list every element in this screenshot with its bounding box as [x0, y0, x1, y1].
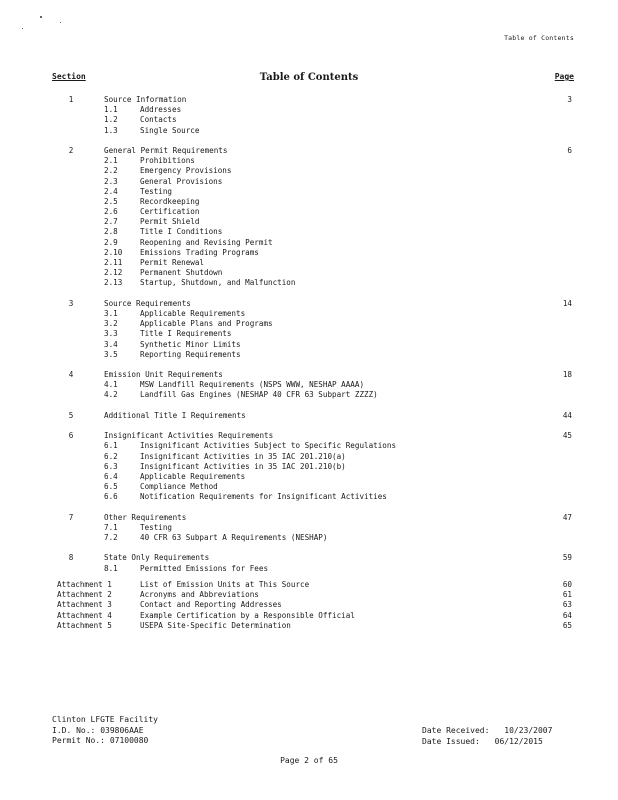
subsection-title: Applicable Requirements: [140, 471, 246, 481]
toc-section: [0, 95, 618, 136]
permit-number-label: Permit No.:: [52, 736, 105, 745]
footer-dates-block: [422, 726, 552, 747]
date-received-label: Date Received:: [422, 726, 490, 735]
subsection-title: Testing: [140, 522, 173, 532]
page-number: Page 2 of 65: [280, 756, 338, 765]
attachment-label: Attachment 4: [57, 610, 112, 620]
toc-section-line: [0, 553, 618, 563]
section-number: 6: [68, 431, 74, 441]
subsection-number: 7.2: [104, 533, 118, 543]
section-page: 18: [562, 370, 572, 380]
date-issued-label: Date Issued:: [422, 736, 480, 746]
attachment-page: 60: [562, 580, 572, 589]
facility-id-value: 039806AAE: [100, 725, 144, 735]
subsection-title: Insignificant Activities in 35 IAC 201.210(b): [140, 461, 346, 471]
toc-subsection-line: [0, 472, 618, 482]
toc-subsection-line: [0, 248, 618, 258]
subsection-title: Startup, Shutdown, and Malfunction: [140, 278, 296, 288]
subsection-title: Insignificant Activities Subject to Specific Regulations: [140, 441, 397, 451]
section-column-header: Section: [52, 72, 86, 81]
attachment-label: Attachment 5: [57, 620, 112, 630]
subsection-title: Addresses: [140, 105, 182, 115]
toc-subsection-line: [0, 207, 618, 217]
attachment-label: Attachment 2: [57, 590, 112, 600]
subsection-number: 2.9: [104, 237, 118, 247]
toc-subsection-line: [0, 380, 618, 390]
toc-subsection-line: [0, 533, 618, 543]
subsection-number: 4.1: [104, 380, 118, 390]
toc-subsection-line: [0, 492, 618, 502]
subsection-number: 3.5: [104, 349, 118, 359]
section-title: Insignificant Activities Requirements: [104, 431, 274, 441]
subsection-title: General Provisions: [140, 176, 223, 186]
running-head: Table of Contents: [504, 34, 574, 42]
subsection-title: Notification Requirements for Insignificant Activities: [140, 492, 387, 502]
section-page: 6: [567, 145, 572, 155]
section-title: Additional Title I Requirements: [104, 410, 246, 420]
subsection-title: Compliance Method: [140, 482, 218, 492]
scan-speck: [60, 22, 61, 23]
attachment-line: [0, 611, 618, 621]
toc-subsection-line: [0, 452, 618, 462]
attachment-title: Contact and Reporting Addresses: [140, 600, 282, 610]
subsection-number: 2.11: [104, 258, 123, 267]
page-title: Table of Contents: [259, 72, 359, 83]
toc-section-line: [0, 370, 618, 380]
attachment-line: [0, 580, 618, 590]
subsection-title: Single Source: [140, 125, 200, 135]
subsection-number: 2.8: [104, 227, 118, 237]
attachment-page: 64: [562, 610, 572, 620]
toc-subsection-line: [0, 217, 618, 227]
subsection-number: 3.4: [104, 339, 118, 349]
attachment-page: 61: [562, 590, 572, 600]
subsection-number: 2.4: [104, 186, 118, 196]
toc-subsection-line: [0, 187, 618, 197]
toc-list: [0, 95, 618, 584]
toc-section: [0, 513, 618, 544]
subsection-number: 2.13: [104, 278, 123, 288]
section-page: 59: [562, 553, 572, 563]
permit-number-value: 07100080: [109, 736, 149, 745]
attachment-list: [0, 580, 618, 631]
attachment-page: 63: [562, 600, 572, 610]
attachment-label: Attachment 3: [57, 600, 112, 610]
attachment-line: [0, 590, 618, 600]
toc-subsection-line: [0, 482, 618, 492]
subsection-number: 3.1: [104, 308, 118, 318]
toc-subsection-line: [0, 523, 618, 533]
toc-section-line: [0, 411, 618, 421]
toc-subsection-line: [0, 329, 618, 339]
toc-section: [0, 411, 618, 421]
toc-subsection-line: [0, 350, 618, 360]
toc-section-line: [0, 299, 618, 309]
subsection-title: MSW Landfill Requirements (NSPS WWW, NESHAP AAAA): [140, 380, 365, 390]
attachment-title: Example Certification by a Responsible Official: [140, 610, 355, 620]
subsection-number: 7.1: [104, 522, 118, 532]
subsection-title: Permitted Emissions for Fees: [140, 563, 269, 573]
subsection-title: 40 CFR 63 Subpart A Requirements (NESHAP): [140, 533, 328, 543]
toc-subsection-line: [0, 340, 618, 350]
toc-subsection-line: [0, 177, 618, 187]
section-number: 4: [68, 370, 74, 380]
subsection-number: 2.1: [104, 156, 118, 166]
subsection-number: 3.2: [104, 319, 118, 329]
toc-subsection-line: [0, 390, 618, 400]
subsection-title: Recordkeeping: [140, 196, 200, 206]
subsection-number: 1.2: [104, 115, 118, 125]
section-number: 5: [68, 410, 74, 420]
attachment-title: List of Emission Units at This Source: [140, 580, 310, 589]
date-issued-value: 06/12/2015: [494, 736, 543, 746]
section-number: 3: [68, 298, 74, 308]
facility-name: Clinton LFGTE Facility: [52, 715, 158, 724]
subsection-title: Permit Shield: [140, 217, 200, 227]
toc-subsection-line: [0, 166, 618, 176]
subsection-title: Permit Renewal: [140, 258, 205, 267]
subsection-number: 2.5: [104, 196, 118, 206]
scan-speck: [22, 28, 23, 29]
date-received-line: [422, 726, 552, 737]
section-page: 3: [567, 95, 572, 104]
toc-section: [0, 553, 618, 573]
toc-subsection-line: [0, 564, 618, 574]
subsection-number: 6.1: [104, 441, 118, 451]
toc-section-line: [0, 95, 618, 105]
toc-subsection-line: [0, 238, 618, 248]
subsection-number: 2.7: [104, 217, 118, 227]
toc-subsection-line: [0, 441, 618, 451]
subsection-title: Prohibitions: [140, 156, 195, 166]
section-title: Source Requirements: [104, 298, 191, 308]
toc-section: [0, 299, 618, 360]
permit-number-line: [52, 736, 158, 747]
subsection-title: Title I Conditions: [140, 227, 223, 237]
subsection-title: Reporting Requirements: [140, 349, 241, 359]
attachment-title: Acronyms and Abbreviations: [140, 590, 259, 600]
subsection-title: Applicable Plans and Programs: [140, 319, 273, 329]
subsection-number: 3.3: [104, 329, 118, 339]
toc-section-line: [0, 513, 618, 523]
toc-section: [0, 146, 618, 289]
subsection-number: 6.4: [104, 471, 118, 481]
toc-section-line: [0, 146, 618, 156]
toc-subsection-line: [0, 156, 618, 166]
section-title: Source Information: [104, 95, 187, 104]
subsection-title: Testing: [140, 186, 173, 196]
subsection-title: Applicable Requirements: [140, 308, 246, 318]
toc-section: [0, 370, 618, 401]
section-number: 8: [68, 553, 74, 563]
section-page: 44: [562, 410, 572, 420]
toc-subsection-line: [0, 278, 618, 288]
subsection-number: 2.2: [104, 166, 118, 176]
attachment-label: Attachment 1: [57, 580, 112, 589]
toc-subsection-line: [0, 115, 618, 125]
toc-subsection-line: [0, 258, 618, 268]
date-received-value: 10/23/2007: [504, 726, 553, 735]
subsection-number: 6.2: [104, 451, 118, 461]
toc-subsection-line: [0, 319, 618, 329]
scan-speck: [40, 16, 42, 18]
page-column-header: Page: [554, 72, 574, 81]
toc-subsection-line: [0, 268, 618, 278]
subsection-title: Certification: [140, 207, 200, 217]
subsection-title: Title I Requirements: [140, 329, 232, 339]
subsection-number: 6.6: [104, 492, 118, 502]
toc-subsection-line: [0, 462, 618, 472]
attachment-title: USEPA Site-Specific Determination: [140, 620, 291, 630]
subsection-number: 6.5: [104, 482, 118, 492]
section-number: 2: [68, 145, 74, 155]
section-page: 45: [562, 431, 572, 441]
attachment-page: 65: [562, 620, 572, 630]
subsection-number: 2.12: [104, 268, 123, 278]
subsection-number: 2.10: [104, 247, 123, 257]
section-page: 47: [562, 512, 572, 522]
subsection-title: Permanent Shutdown: [140, 268, 223, 278]
section-title: State Only Requirements: [104, 553, 210, 563]
subsection-title: Reopening and Revising Permit: [140, 237, 273, 247]
subsection-title: Emergency Provisions: [140, 166, 232, 176]
toc-subsection-line: [0, 197, 618, 207]
toc-section: [0, 431, 618, 502]
toc-section-line: [0, 431, 618, 441]
subsection-number: 6.3: [104, 461, 118, 471]
subsection-title: Contacts: [140, 115, 177, 125]
toc-subsection-line: [0, 309, 618, 319]
subsection-title: Insignificant Activities in 35 IAC 201.210(a): [140, 451, 346, 461]
date-issued-line: [422, 737, 552, 748]
subsection-number: 4.2: [104, 390, 118, 400]
subsection-number: 8.1: [104, 563, 118, 573]
subsection-title: Landfill Gas Engines (NESHAP 40 CFR 63 Subpart ZZZZ): [140, 390, 378, 400]
subsection-title: Synthetic Minor Limits: [140, 339, 241, 349]
attachment-line: [0, 621, 618, 631]
section-title: Emission Unit Requirements: [104, 370, 223, 380]
section-number: 1: [68, 95, 74, 104]
facility-id-line: [52, 726, 158, 737]
section-number: 7: [68, 512, 74, 522]
subsection-number: 1.3: [104, 125, 118, 135]
subsection-title: Emissions Trading Programs: [140, 247, 259, 257]
attachment-line: [0, 600, 618, 610]
section-title: General Permit Requirements: [104, 145, 228, 155]
toc-subsection-line: [0, 126, 618, 136]
toc-subsection-line: [0, 105, 618, 115]
facility-id-label: I.D. No.:: [52, 725, 96, 735]
subsection-number: 1.1: [104, 105, 118, 115]
subsection-number: 2.3: [104, 176, 118, 186]
footer-facility-block: [52, 715, 158, 747]
section-title: Other Requirements: [104, 512, 187, 522]
subsection-number: 2.6: [104, 207, 118, 217]
toc-subsection-line: [0, 227, 618, 237]
section-page: 14: [562, 298, 572, 308]
